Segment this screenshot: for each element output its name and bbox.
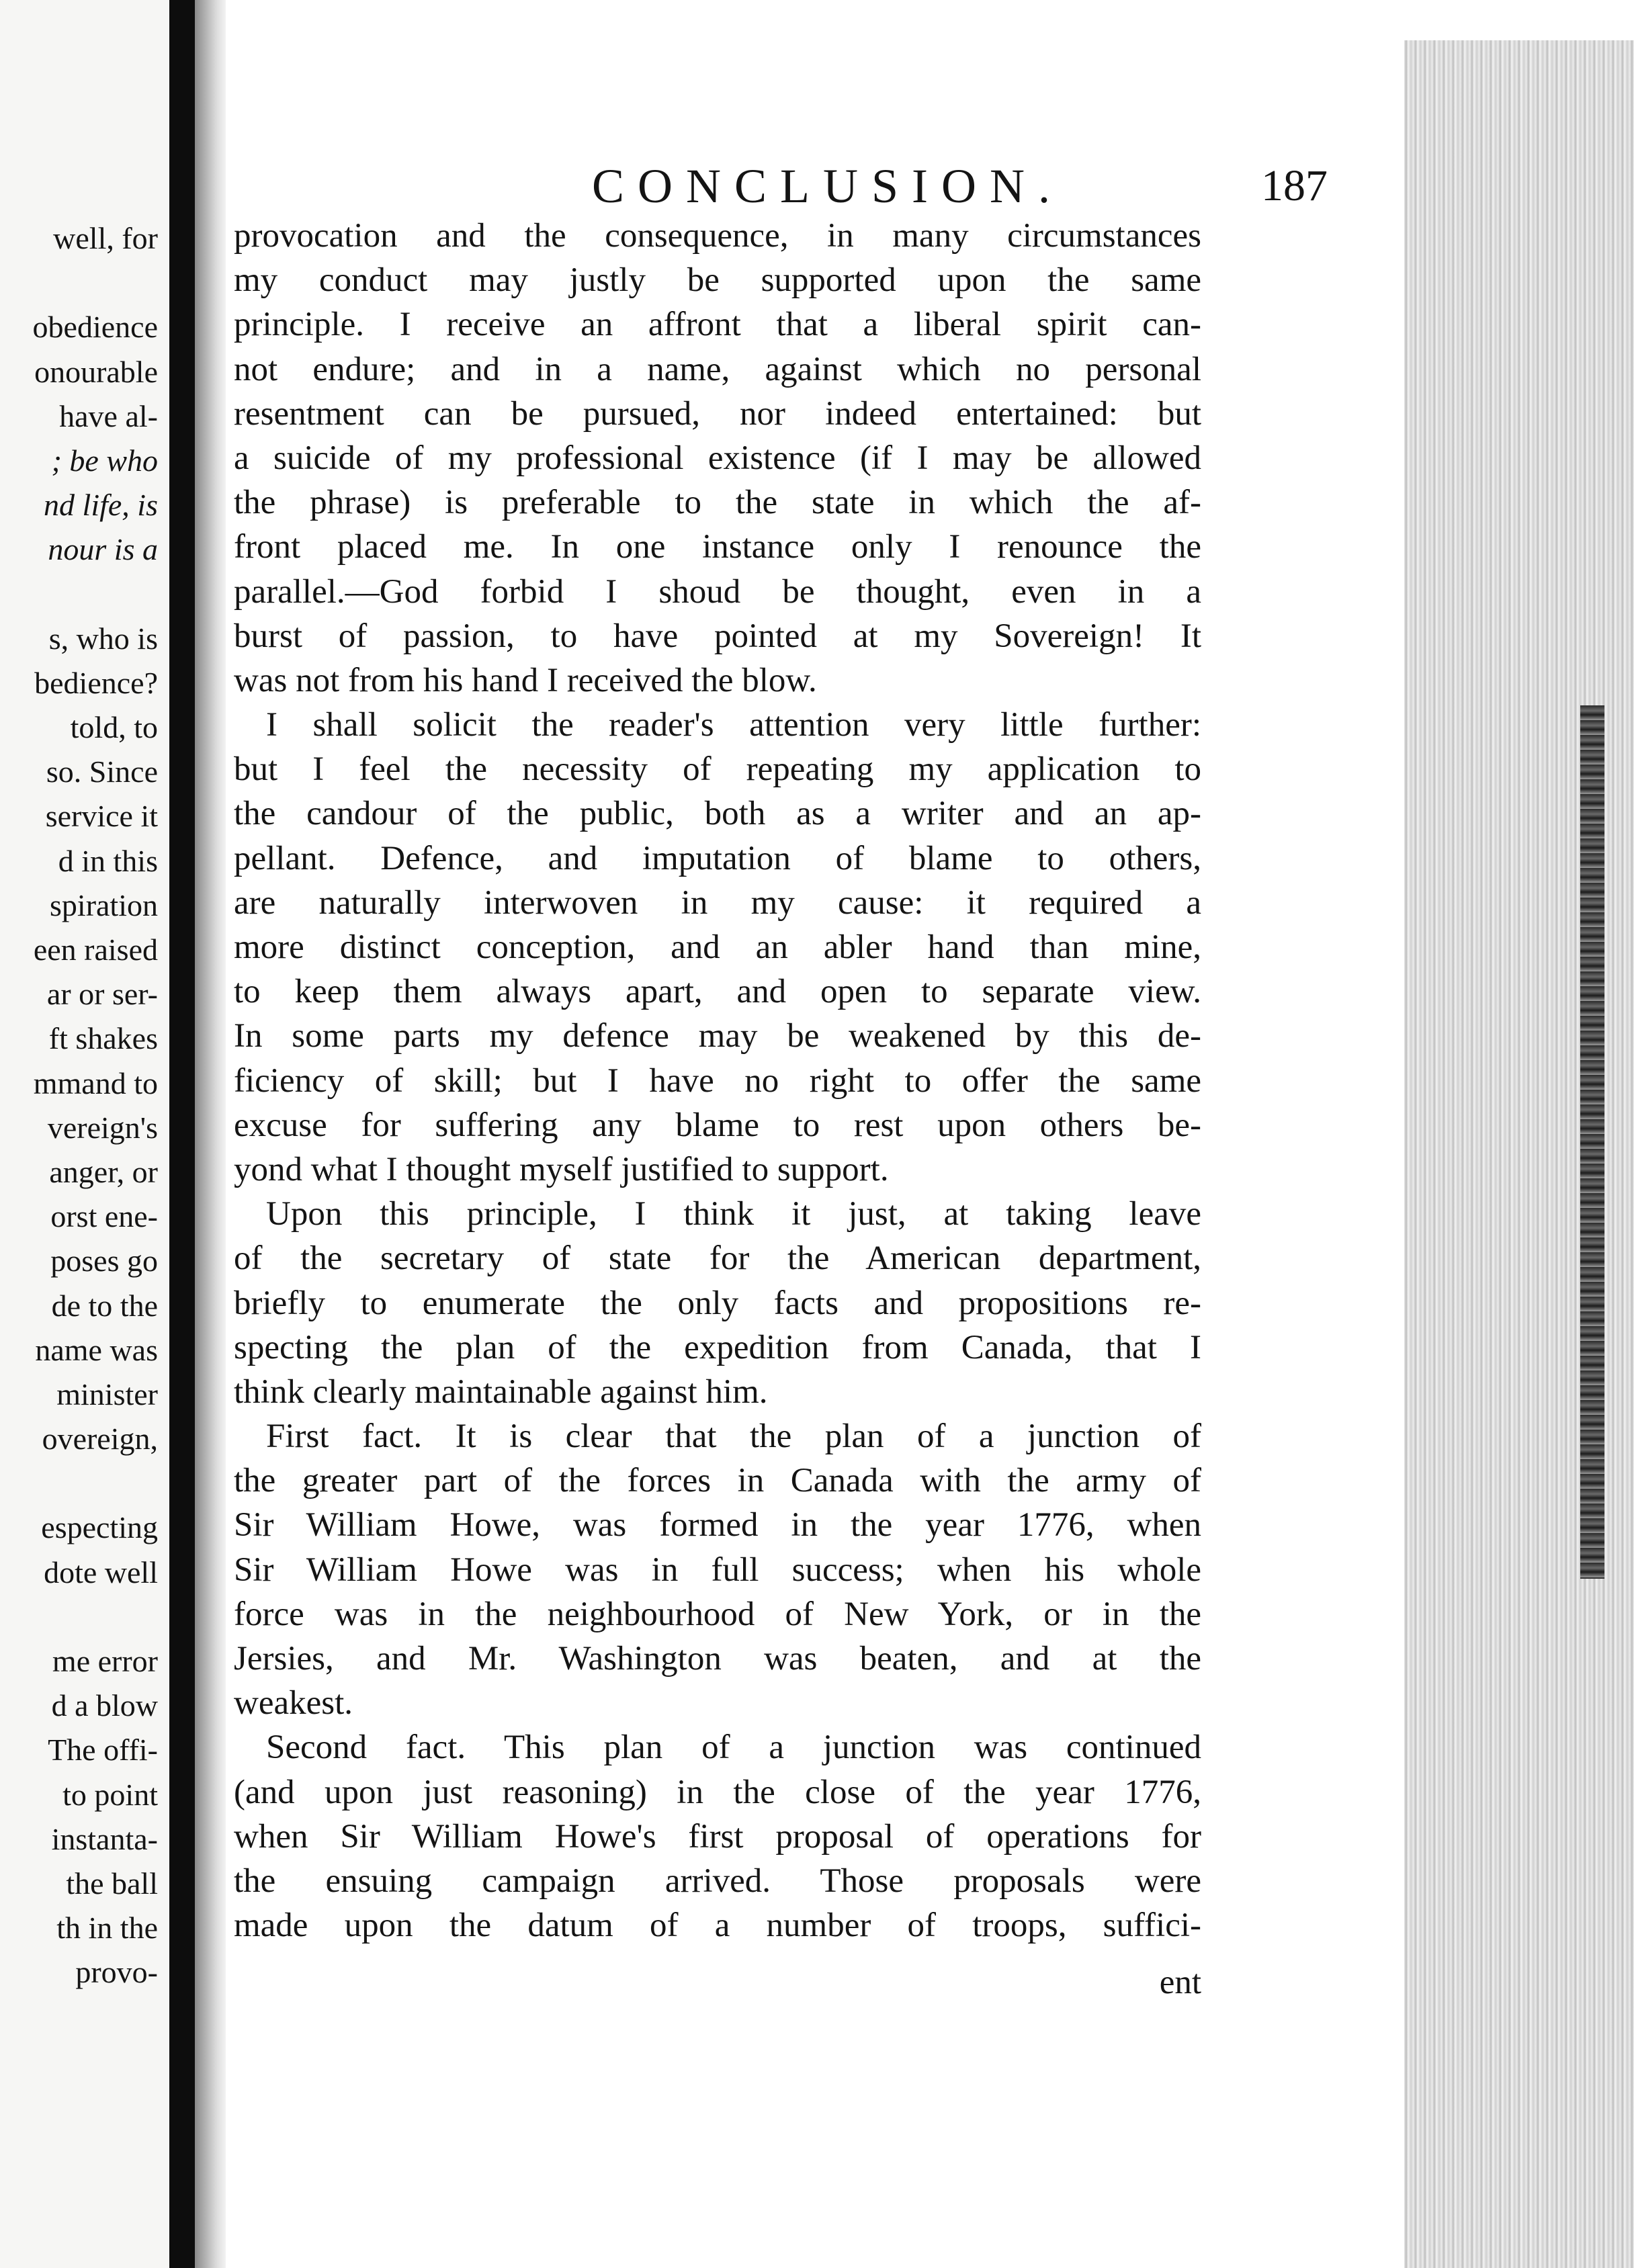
left-page-line: mmand to: [33, 1065, 158, 1100]
left-page-line: me error: [52, 1644, 158, 1678]
text-line: front placed me. In one instance only I renounce the: [234, 528, 1201, 566]
text-line: provocation and the consequence, in many circumstances: [234, 217, 1201, 255]
text-line: Sir William Howe was in full success; when his whole: [234, 1551, 1201, 1589]
left-page-line: ft shakes: [48, 1021, 158, 1056]
left-page-line: s, who is: [48, 621, 158, 656]
left-page-line: overeign,: [42, 1422, 158, 1456]
text-line: I shall solicit the reader's attention very little further:: [266, 706, 1201, 744]
text-line: my conduct may justly be supported upon the same: [234, 261, 1201, 300]
text-line: think clearly maintainable against him.: [234, 1372, 768, 1411]
left-page-line: spiration: [50, 887, 158, 922]
left-page-line: obedience: [32, 310, 158, 345]
text-line: First fact. It is clear that the plan of a junction of: [266, 1418, 1201, 1456]
left-page-line: ; be who: [51, 443, 158, 478]
left-page-line: onourable: [34, 354, 158, 389]
left-page-line: dote well: [44, 1555, 158, 1589]
left-page-line: name was: [35, 1332, 158, 1367]
left-page-line: The offi-: [48, 1733, 158, 1768]
text-line: (and upon just reasoning) in the close of the year 1776,: [234, 1773, 1201, 1811]
text-line: was not from his hand I received the blow.: [234, 661, 817, 699]
left-page-line: vereign's: [47, 1110, 158, 1145]
text-line: excuse for suffering any blame to rest upon others be-: [234, 1106, 1201, 1144]
left-page-line: [0, 1461, 158, 1506]
text-line: pellant. Defence, and imputation of blame to others,: [234, 839, 1201, 877]
text-line: Upon this principle, I think it just, at taking leave: [266, 1195, 1201, 1233]
text-line: of the secretary of state for the American department,: [234, 1239, 1201, 1278]
left-page-line: poses go: [50, 1244, 158, 1278]
left-page-line: [0, 572, 158, 617]
left-page-line: [0, 261, 158, 305]
left-page-line: een raised: [33, 932, 158, 967]
left-page-line: so. Since: [46, 754, 158, 789]
left-page-line: orst ene-: [50, 1199, 158, 1234]
left-page-line: minister: [56, 1377, 158, 1411]
text-line: specting the plan of the expedition from Canada, that I: [234, 1328, 1201, 1366]
book-page: [226, 0, 1404, 2268]
text-line: force was in the neighbourhood of New York, or in the: [234, 1595, 1201, 1633]
left-page-line: ar or ser-: [46, 977, 158, 1012]
page-number: 187: [1261, 161, 1328, 210]
text-line: Second fact. This plan of a junction was continued: [266, 1729, 1201, 1767]
text-line: are naturally interwoven in my cause: it required a: [234, 883, 1201, 922]
text-line: briefly to enumerate the only facts and propositions re-: [234, 1284, 1201, 1322]
text-line: the greater part of the forces in Canada with the army of: [234, 1462, 1201, 1500]
text-line: more distinct conception, and an abler hand than mine,: [234, 928, 1201, 966]
text-line: Sir William Howe, was formed in the year 1776, when: [234, 1506, 1201, 1544]
left-page-fragment: [0, 0, 169, 2268]
text-line: yond what I thought myself justified to support.: [234, 1150, 889, 1188]
text-line: to keep them always apart, and open to separate view.: [234, 973, 1201, 1011]
left-page-line: well, for: [53, 221, 158, 255]
text-line: resentment can be pursued, nor indeed entertained: but: [234, 394, 1201, 433]
book-gutter: [169, 0, 195, 2268]
left-page-line: have al-: [59, 398, 158, 433]
left-page-line: bedience?: [34, 665, 158, 700]
left-page-line: nour is a: [48, 532, 158, 567]
text-line: made upon the datum of a number of troops, suffici-: [234, 1907, 1201, 1945]
text-line: the phrase) is preferable to the state in which the af-: [234, 484, 1201, 522]
text-line: when Sir William Howe's first proposal of operations for: [234, 1817, 1201, 1856]
left-page-line: service it: [45, 799, 158, 834]
left-page-line: d in this: [58, 843, 158, 878]
text-line: weakest.: [234, 1684, 353, 1722]
text-line: the ensuing campaign arrived. Those proposals were: [234, 1862, 1201, 1900]
text-line: Jersies, and Mr. Washington was beaten, and at the: [234, 1640, 1201, 1677]
text-line: ficiency of skill; but I have no right to offer the same: [234, 1061, 1201, 1100]
text-line: parallel.—God forbid I shoud be thought, even in a: [234, 572, 1201, 611]
left-page-line: to point: [62, 1777, 158, 1812]
text-line: principle. I receive an affront that a liberal spirit can-: [234, 306, 1201, 344]
text-line: the candour of the public, both as a writer and an ap-: [234, 795, 1201, 833]
left-page-line: especting: [41, 1510, 158, 1545]
gutter-shadow: [195, 0, 226, 2268]
text-line: In some parts my defence may be weakened by this de-: [234, 1017, 1201, 1055]
left-page-line: instanta-: [51, 1821, 158, 1856]
page-edge-top: [1404, 0, 1634, 40]
left-page-line: [0, 1595, 158, 1639]
left-page-line: th in the: [56, 1911, 158, 1946]
page-body-text: [226, 214, 1404, 1948]
left-page-line: told, to: [70, 710, 158, 745]
left-page-line: nd life, is: [44, 488, 158, 523]
catchword: ent: [1159, 1964, 1201, 2001]
left-page-line: de to the: [51, 1288, 158, 1323]
text-line: not endure; and in a name, against which no personal: [234, 350, 1201, 388]
text-line: but I feel the necessity of repeating my application to: [234, 750, 1201, 789]
text-line: burst of passion, to have pointed at my Sovereign! It: [234, 617, 1201, 655]
left-page-line: the ball: [66, 1866, 158, 1901]
left-page-line: d a blow: [51, 1688, 158, 1723]
page-edge-strip: [1580, 705, 1604, 1579]
left-page-line: provo-: [75, 1955, 158, 1990]
text-line: a suicide of my professional existence (if I may be allowed: [234, 439, 1201, 477]
running-title: CONCLUSION.: [591, 159, 1064, 213]
left-page-text: [0, 216, 158, 1995]
left-page-line: anger, or: [49, 1154, 158, 1189]
